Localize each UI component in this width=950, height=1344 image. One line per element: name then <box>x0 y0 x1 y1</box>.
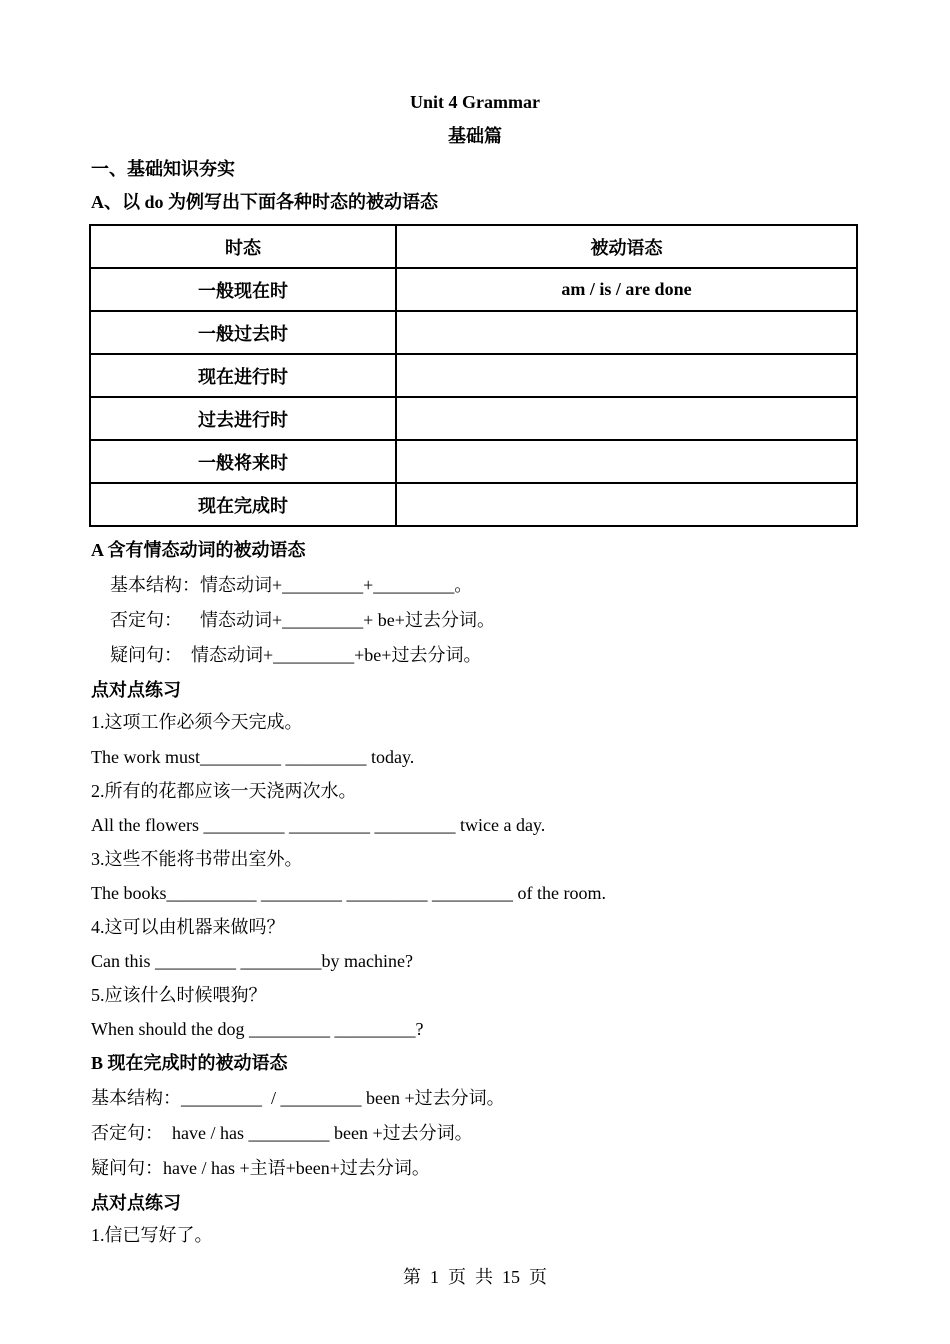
practice-heading: 点对点练习 <box>91 680 181 700</box>
table-row <box>90 354 857 397</box>
practice-answer[interactable]: The books__________ _________ _________ _________ of the room. <box>91 883 606 903</box>
practice-answer[interactable]: All the flowers _________ _________ _________ twice a day. <box>91 815 546 835</box>
practice-answer[interactable]: Can this _________ _________by machine? <box>91 951 413 971</box>
modal-heading: A 含有情态动词的被动语态 <box>91 540 306 560</box>
table-row <box>90 311 857 354</box>
passive-cell[interactable]: am / is / are done <box>396 268 857 311</box>
practice-answer[interactable]: The work must_________ _________ today. <box>91 747 415 767</box>
table-header-tense: 时态 <box>90 225 396 268</box>
table-header-passive: 被动语态 <box>396 225 857 268</box>
modal-rule-question: 疑问句： 情态动词+_________+be+过去分词。 <box>110 645 482 665</box>
tense-table <box>89 224 858 527</box>
modal-rule-negative: 否定句： 情态动词+_________+ be+过去分词。 <box>110 610 495 630</box>
perfect-rule-question: 疑问句：have / has +主语+been+过去分词。 <box>91 1158 430 1178</box>
practice-item: 2.所有的花都应该一天浇两次水。 <box>91 781 357 801</box>
table-row <box>90 483 857 526</box>
table-row <box>90 268 857 311</box>
passive-cell[interactable] <box>396 397 857 440</box>
passive-cell[interactable] <box>396 483 857 526</box>
section-heading: 一、基础知识夯实 <box>91 159 235 179</box>
modal-rule-basic: 基本结构：情态动词+_________+_________。 <box>110 575 473 595</box>
perfect-rule-basic: 基本结构：_________ / _________ been +过去分词。 <box>91 1088 505 1108</box>
part-a-heading: A、以 do 为例写出下面各种时态的被动语态 <box>91 192 439 212</box>
table-header-row <box>90 225 857 268</box>
practice-item: 3.这些不能将书带出室外。 <box>91 849 303 869</box>
tense-cell: 一般现在时 <box>90 268 396 311</box>
practice-heading: 点对点练习 <box>91 1193 181 1213</box>
practice-item: 5.应该什么时候喂狗？ <box>91 985 267 1005</box>
tense-cell: 过去进行时 <box>90 397 396 440</box>
table-row <box>90 440 857 483</box>
page-footer: 第 1 页 共 15 页 <box>403 1267 547 1287</box>
page-title: Unit 4 Grammar <box>410 92 540 112</box>
perfect-heading: B 现在完成时的被动语态 <box>91 1053 288 1073</box>
tense-cell: 一般过去时 <box>90 311 396 354</box>
perfect-rule-negative: 否定句： have / has _________ been +过去分词。 <box>91 1123 473 1143</box>
passive-cell[interactable] <box>396 354 857 397</box>
page-subtitle: 基础篇 <box>448 126 502 146</box>
passive-cell[interactable] <box>396 311 857 354</box>
practice-item: 1.这项工作必须今天完成。 <box>91 712 303 732</box>
tense-cell: 一般将来时 <box>90 440 396 483</box>
practice-answer[interactable]: When should the dog _________ _________? <box>91 1019 424 1039</box>
table-row <box>90 397 857 440</box>
tense-cell: 现在进行时 <box>90 354 396 397</box>
practice-item: 1.信已写好了。 <box>91 1225 213 1245</box>
practice-item: 4.这可以由机器来做吗？ <box>91 917 285 937</box>
passive-cell[interactable] <box>396 440 857 483</box>
tense-cell: 现在完成时 <box>90 483 396 526</box>
